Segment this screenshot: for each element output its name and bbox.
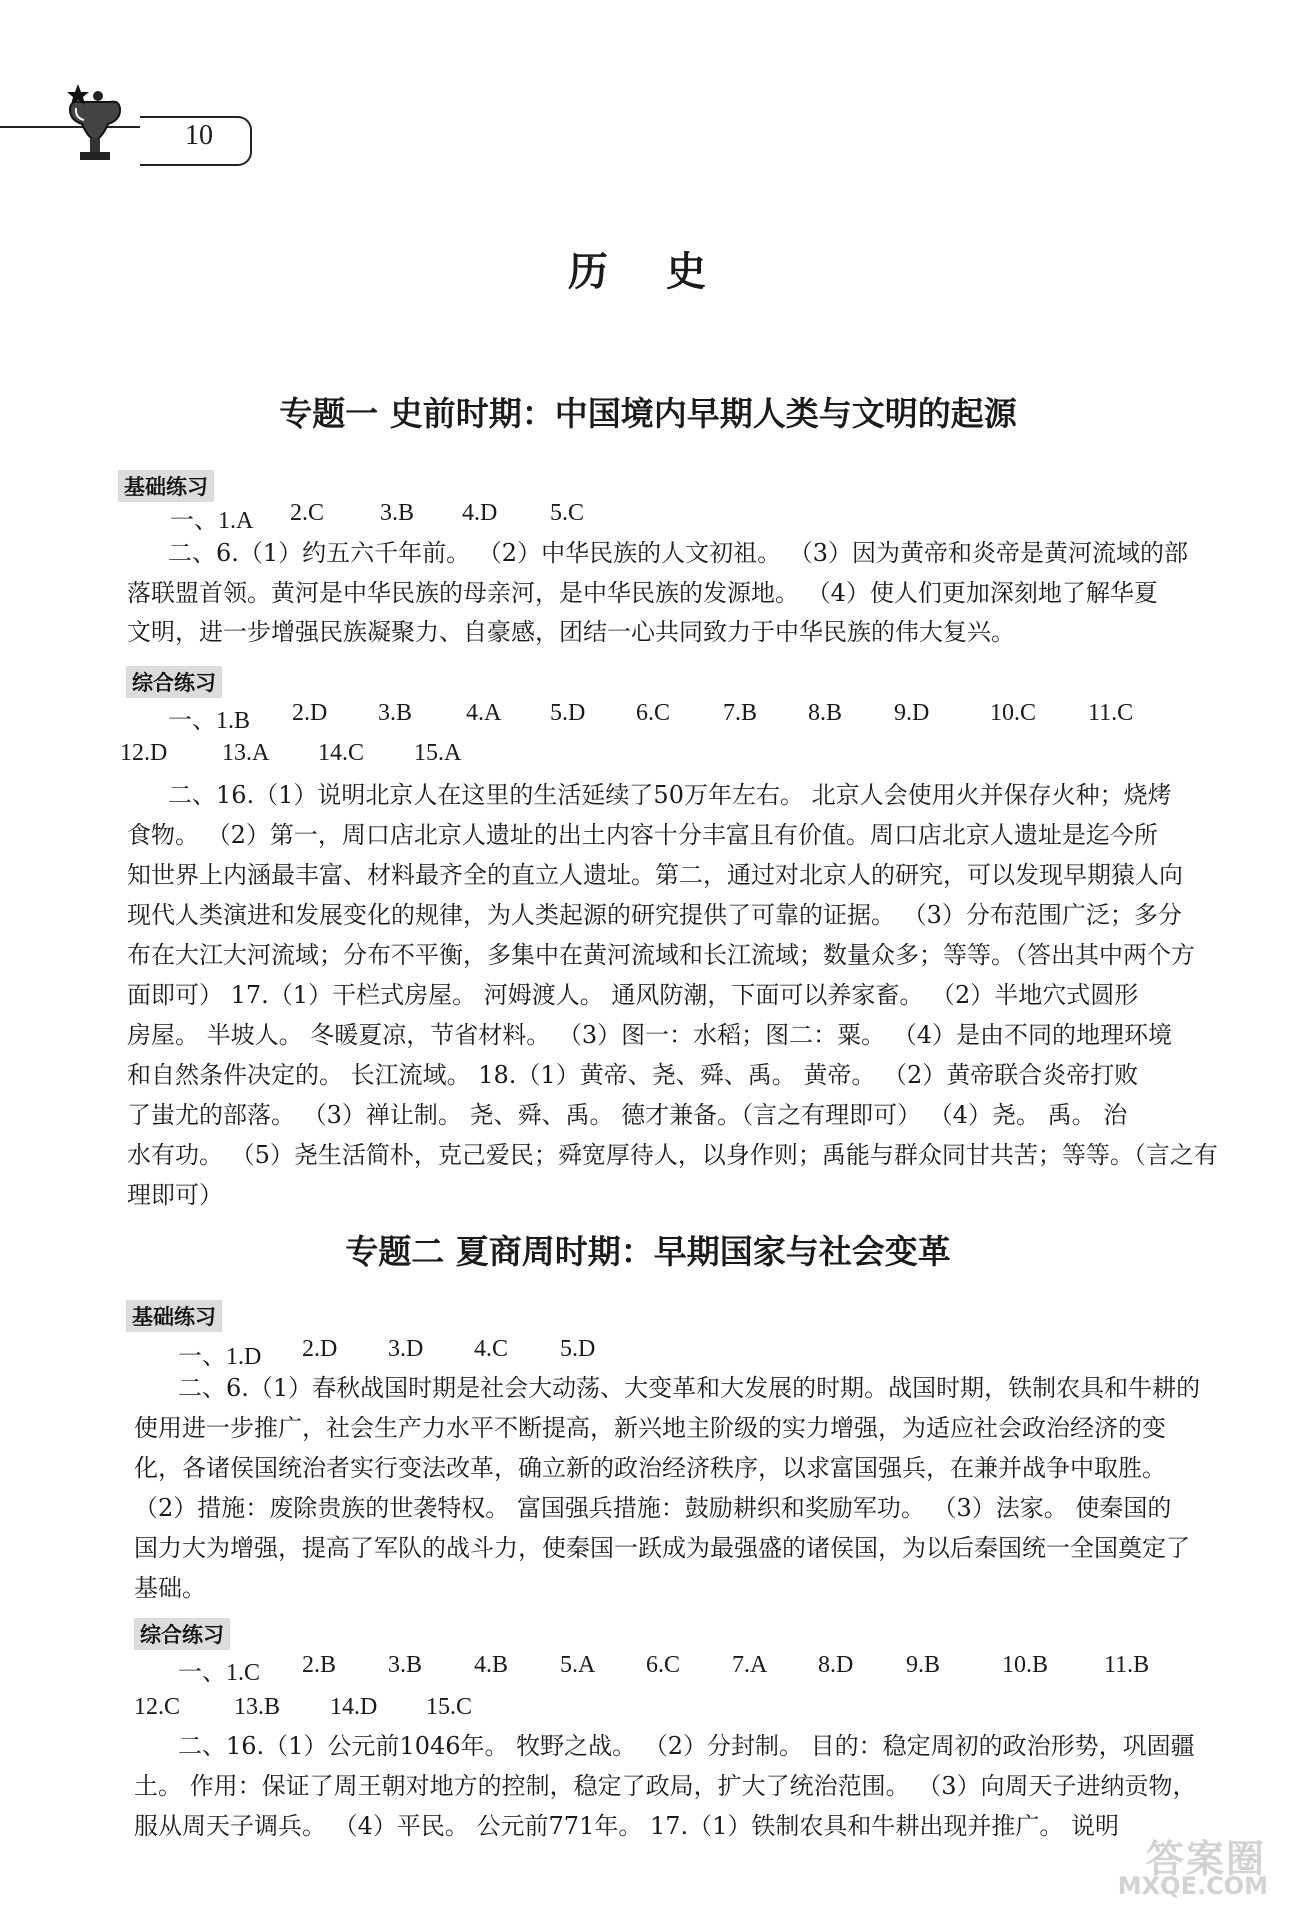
answer: 一、1.D xyxy=(178,1344,262,1370)
topic-title-2: 专题二 夏商周时期：早期国家与社会变革 xyxy=(345,1232,951,1271)
text-line: 服从周天子调兵。 （4）平民。 公元前771年。 17.（1）铁制农具和牛耕出现并推广。 说明 xyxy=(134,1812,1120,1840)
text-line: 了蚩尤的部落。 （3）禅让制。 尧、舜、禹。 德才兼备。（言之有理即可） （4）尧。 禹。 治 xyxy=(127,1101,1128,1129)
answer: 13.A xyxy=(222,740,270,766)
text-line: 落联盟首领。黄河是中华民族的母亲河，是中华民族的发源地。 （4）使人们更加深刻地了解华夏 xyxy=(127,579,1158,607)
answer: 15.C xyxy=(426,1694,473,1720)
answer: 5.A xyxy=(560,1652,596,1678)
answer: 9.D xyxy=(894,700,930,726)
text-line: 理即可） xyxy=(127,1181,223,1209)
answer: 13.B xyxy=(234,1694,281,1720)
answer: 4.C xyxy=(474,1336,509,1362)
answer: 7.B xyxy=(723,700,758,726)
text-line: 水有功。 （5）尧生活简朴，克己爱民；舜宽厚待人，以身作则；禹能与群众同甘共苦；等等。（言之有 xyxy=(127,1141,1218,1169)
section-label-comprehensive-1: 综合练习 xyxy=(126,666,222,698)
answer: 4.B xyxy=(474,1652,509,1678)
text-line: 基础。 xyxy=(134,1574,206,1602)
answer: 4.A xyxy=(466,700,502,726)
answer: 6.C xyxy=(636,700,671,726)
answer: 7.A xyxy=(732,1652,768,1678)
section-label-comprehensive-2: 综合练习 xyxy=(134,1618,230,1650)
answer: 2.D xyxy=(302,1336,338,1362)
text-line: （2）措施：废除贵族的世袭特权。 富国强兵措施：鼓励耕织和奖励军功。 （3）法家。 使秦国的 xyxy=(134,1494,1172,1522)
answer: 2.D xyxy=(292,700,328,726)
answer: 8.D xyxy=(818,1652,854,1678)
watermark-logo xyxy=(1086,1828,1276,1900)
page-title: 历 史 xyxy=(568,249,728,295)
text-line: 布在大江大河流域；分布不平衡，多集中在黄河流域和长江流域；数量众多；等等。（答出其中两个方 xyxy=(127,941,1195,969)
answer: 3.B xyxy=(380,500,415,526)
section-label-basic-1: 基础练习 xyxy=(118,470,214,502)
text-line: 知世界上内涵最丰富、材料最齐全的直立人遗址。第二，通过对北京人的研究，可以发现早期猿人向 xyxy=(127,861,1183,889)
answer: 14.D xyxy=(330,1694,378,1720)
watermark-text: 答案圈 xyxy=(1145,1837,1266,1881)
text-line: 土。 作用：保证了周王朝对地方的控制，稳定了政局，扩大了统治范围。 （3）向周天子进纳贡物， xyxy=(134,1772,1197,1800)
answer: 9.B xyxy=(906,1652,941,1678)
page-number: 10 xyxy=(185,120,213,151)
answer: 2.C xyxy=(290,500,325,526)
trophy-icon xyxy=(60,80,130,170)
answer: 11.B xyxy=(1104,1652,1150,1678)
answer: 10.C xyxy=(990,700,1037,726)
answer: 一、1.C xyxy=(178,1660,261,1686)
answer: 2.B xyxy=(302,1652,337,1678)
text-line: 二、16.（1）公元前1046年。 牧野之战。 （2）分封制。 目的：稳定周初的政治形势，巩固疆 xyxy=(178,1732,1195,1760)
answer: 3.D xyxy=(388,1336,424,1362)
text-line: 二、16.（1）说明北京人在这里的生活延续了50万年左右。 北京人会使用火并保存火种；烧烤 xyxy=(168,781,1172,809)
text-line: 使用进一步推广，社会生产力水平不断提高，新兴地主阶级的实力增强，为适应社会政治经济的变 xyxy=(134,1414,1166,1442)
answer: 14.C xyxy=(318,740,365,766)
answer: 一、1.B xyxy=(168,708,251,734)
page-header xyxy=(0,70,270,170)
answer: 11.C xyxy=(1088,700,1134,726)
answer: 15.A xyxy=(414,740,462,766)
text-line: 食物。 （2）第一，周口店北京人遗址的出土内容十分丰富且有价值。周口店北京人遗址是迄今所 xyxy=(127,821,1158,849)
answer: 8.B xyxy=(808,700,843,726)
text-line: 化，各诸侯国统治者实行变法改革，确立新的政治经济秩序，以求富国强兵，在兼并战争中取胜。 xyxy=(134,1454,1166,1482)
text-line: 面即可） 17.（1）干栏式房屋。 河姆渡人。 通风防潮，下面可以养家畜。 （2）半地穴式圆形 xyxy=(127,981,1139,1009)
answer: 3.B xyxy=(388,1652,423,1678)
answer: 5.C xyxy=(550,500,585,526)
answer: 12.C xyxy=(134,1694,181,1720)
answer: 4.D xyxy=(462,500,498,526)
text-line: 和自然条件决定的。 长江流域。 18.（1）黄帝、尧、舜、禹。 黄帝。 （2）黄帝联合炎帝打败 xyxy=(127,1061,1139,1089)
text-line: 国力大为增强，提高了军队的战斗力，使秦国一跃成为最强盛的诸侯国，为以后秦国统一全国奠定了 xyxy=(134,1534,1190,1562)
text-line: 文明，进一步增强民族凝聚力、自豪感，团结一心共同致力于中华民族的伟大复兴。 xyxy=(127,618,1015,646)
watermark-url: MXQE.COM xyxy=(1117,1872,1268,1900)
answer: 一、1.A xyxy=(170,508,254,534)
answer: 3.B xyxy=(378,700,413,726)
text-line: 二、6.（1）春秋战国时期是社会大动荡、大变革和大发展的时期。战国时期，铁制农具和牛耕的 xyxy=(178,1374,1201,1402)
text-line: 现代人类演进和发展变化的规律，为人类起源的研究提供了可靠的证据。 （3）分布范围广泛；多分 xyxy=(127,901,1182,929)
answer: 5.D xyxy=(560,1336,596,1362)
section-label-basic-2: 基础练习 xyxy=(126,1300,222,1332)
answer: 6.C xyxy=(646,1652,681,1678)
topic-title-1: 专题一 史前时期：中国境内早期人类与文明的起源 xyxy=(279,394,1017,433)
answer: 12.D xyxy=(120,740,168,766)
answer: 5.D xyxy=(550,700,586,726)
text-line: 房屋。 半坡人。 冬暖夏凉，节省材料。 （3）图一：水稻；图二：粟。 （4）是由不同的地理环境 xyxy=(127,1021,1173,1049)
answer: 10.B xyxy=(1002,1652,1049,1678)
text-line: 二、6.（1）约五六千年前。 （2）中华民族的人文初祖。 （3）因为黄帝和炎帝是黄河流域的部 xyxy=(168,539,1188,567)
